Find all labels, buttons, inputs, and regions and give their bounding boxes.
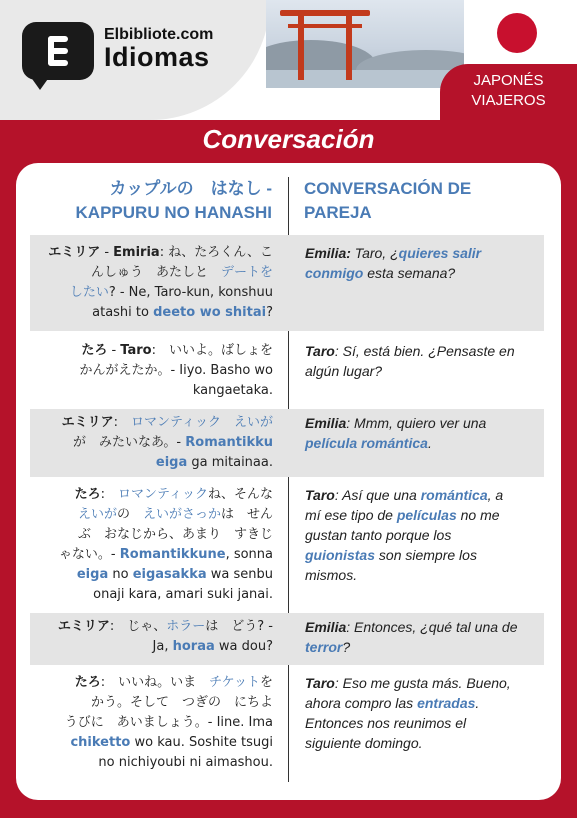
dialogue-line bbox=[305, 525, 543, 545]
dialogue-line bbox=[305, 733, 543, 753]
dialogue-row bbox=[30, 333, 544, 407]
dialogue-text: son siempre los bbox=[375, 547, 477, 563]
highlight-text: película romántica bbox=[305, 435, 428, 451]
dialogue-text: no nichiyoubi ni aimashou. bbox=[98, 755, 273, 770]
highlight-text: えいがさっか bbox=[142, 507, 221, 522]
dialogue-line bbox=[305, 637, 543, 657]
highlight-text: eiga bbox=[76, 567, 109, 582]
dialogue-text: ? - Ne, Taro-kun, konshuu bbox=[108, 285, 273, 300]
dialogue-text: algún lugar? bbox=[305, 363, 383, 379]
dialogue-text: は どう? - bbox=[205, 619, 273, 634]
dialogue-line bbox=[30, 565, 273, 585]
highlight-text: entradas bbox=[417, 695, 476, 711]
dialogue-line bbox=[30, 453, 273, 473]
dialogue-text: wa dou? bbox=[214, 639, 273, 654]
dialogue-row bbox=[30, 613, 544, 665]
highlight-text: quieres salir bbox=[398, 245, 482, 261]
dialogue-text: ahora compro las bbox=[305, 695, 418, 711]
dialogue-text: no me bbox=[456, 507, 500, 523]
dialogue-text: - bbox=[100, 245, 114, 260]
highlight-text: chiketto bbox=[70, 735, 131, 750]
highlight-text: películas bbox=[396, 507, 457, 523]
dialogue-text: onaji kara, amari suki janai. bbox=[93, 587, 273, 602]
dialogue-line bbox=[30, 433, 273, 453]
dialogue-text: . bbox=[427, 435, 432, 451]
dialogue-text: wa senbu bbox=[206, 567, 273, 582]
dialogue-line bbox=[30, 637, 273, 657]
dialogue-line bbox=[305, 413, 543, 433]
dialogue-line bbox=[30, 485, 273, 505]
dialogue-text: . bbox=[475, 695, 480, 711]
dialogue-text: ? bbox=[266, 305, 273, 320]
highlight-text: deeto wo shitai bbox=[153, 305, 267, 320]
dialogue-line bbox=[30, 505, 273, 525]
dialogue-text: : Eso me gusta más. Bueno, bbox=[334, 675, 511, 691]
highlight-text: えいが bbox=[77, 507, 117, 522]
highlight-text: たろ bbox=[74, 675, 101, 690]
brand-site: Elbibliote.com bbox=[104, 26, 214, 43]
language-tag bbox=[440, 64, 577, 120]
dialogue-japanese bbox=[30, 673, 273, 773]
dialogue-text: , a bbox=[487, 487, 504, 503]
dialogue-line bbox=[305, 673, 543, 693]
dialogue-text: ね、そんな bbox=[207, 487, 273, 502]
dialogue-text: : Mmm, quiero ver una bbox=[346, 415, 487, 431]
tag-line2: VIAJEROS bbox=[471, 92, 546, 109]
highlight-text: Emiria bbox=[113, 245, 160, 260]
dialogue-text: ぶ おなじから、あまり すきじ bbox=[77, 527, 273, 542]
highlight-text: ホラー bbox=[166, 619, 206, 634]
dialogue-japanese bbox=[30, 485, 273, 605]
dialogue-line bbox=[305, 361, 543, 381]
dialogue-text: atashi to bbox=[92, 305, 154, 320]
dialogue-line bbox=[305, 617, 543, 637]
dialogue-row bbox=[30, 667, 544, 779]
highlight-text: エミリア bbox=[57, 619, 110, 634]
dialogue-line bbox=[30, 381, 273, 401]
highlight-text: たろ bbox=[81, 343, 108, 358]
dialogue-spanish bbox=[305, 413, 543, 453]
dialogue-text: Entonces nos reunimos el bbox=[305, 715, 467, 731]
dialogue-text: mí ese tipo de bbox=[305, 507, 397, 523]
dialogue-line bbox=[30, 713, 273, 733]
brand-name: Idiomas bbox=[104, 42, 210, 72]
dialogue-text: が みたいなあ。- bbox=[72, 435, 186, 450]
dialogue-text: esta semana? bbox=[363, 265, 456, 281]
dialogue-spanish bbox=[305, 673, 543, 753]
dialogue-line bbox=[305, 263, 543, 283]
dialogue-line bbox=[305, 341, 543, 361]
highlight-text: ロマンティック えいが bbox=[131, 415, 273, 430]
highlight-text: Taro bbox=[305, 675, 335, 691]
dialogue-line bbox=[30, 673, 273, 693]
dialogue-line bbox=[30, 525, 273, 545]
dialogue-text: Ja, bbox=[152, 639, 173, 654]
dialogue-text: - bbox=[107, 343, 121, 358]
dialogue-text: siguiente domingo. bbox=[305, 735, 423, 751]
dialogue-text: かんがえたか。- Iiyo. Basho wo bbox=[79, 363, 273, 378]
dialogue-line bbox=[305, 565, 543, 585]
dialogue-text: : いいね。いま bbox=[100, 675, 210, 690]
dialogue-line bbox=[305, 243, 543, 263]
highlight-text: ロマンティック bbox=[118, 487, 208, 502]
dialogue-line bbox=[30, 617, 273, 637]
japan-flag-icon bbox=[497, 13, 537, 53]
dialogue-line bbox=[305, 485, 543, 505]
highlight-text: Romantikkune bbox=[119, 547, 226, 562]
highlight-text: デートを bbox=[220, 265, 273, 280]
dialogue-spanish bbox=[305, 617, 543, 657]
dialogue-text: : Entonces, ¿qué tal una de bbox=[346, 619, 518, 635]
dialogue-japanese bbox=[30, 243, 273, 323]
dialogue-line bbox=[305, 505, 543, 525]
dialogue-text: : じゃ、 bbox=[109, 619, 167, 634]
column-header-japanese-line1: カップルの はなし - bbox=[109, 179, 272, 198]
page-title: Conversación bbox=[202, 124, 375, 154]
dialogue-text: を bbox=[259, 675, 273, 690]
dialogue-text: : ね、たろくん、こ bbox=[159, 245, 273, 260]
dialogue-line bbox=[30, 243, 273, 263]
dialogue-line bbox=[30, 733, 273, 753]
dialogue-line bbox=[30, 413, 273, 433]
dialogue-text: Taro, ¿ bbox=[350, 245, 399, 261]
conversation-card bbox=[16, 163, 561, 800]
highlight-text: たろ bbox=[74, 487, 101, 502]
dialogue-spanish bbox=[305, 485, 543, 585]
dialogue-line bbox=[305, 693, 543, 713]
dialogue-line bbox=[30, 361, 273, 381]
dialogue-text: は せん bbox=[220, 507, 273, 522]
dialogue-text: かう。そして つぎの にちよ bbox=[90, 695, 273, 710]
column-header-japanese bbox=[30, 177, 272, 225]
highlight-text: romántica bbox=[420, 487, 488, 503]
highlight-text: Romantikku bbox=[185, 435, 273, 450]
dialogue-text: の bbox=[116, 507, 143, 522]
dialogue-row bbox=[30, 235, 544, 331]
dialogue-text: ga mitainaa. bbox=[187, 455, 273, 470]
dialogue-line bbox=[30, 341, 273, 361]
highlight-text: チケット bbox=[209, 675, 260, 690]
dialogue-japanese bbox=[30, 617, 273, 657]
highlight-text: eiga bbox=[155, 455, 188, 470]
highlight-text: Emilia: bbox=[305, 245, 351, 261]
dialogue-row bbox=[30, 479, 544, 611]
highlight-text: エミリア bbox=[61, 415, 114, 430]
tag-line1: JAPONÉS bbox=[473, 72, 544, 89]
dialogue-line bbox=[30, 303, 273, 323]
highlight-text: conmigo bbox=[305, 265, 364, 281]
dialogue-text: wo kau. Soshite tsugi bbox=[130, 735, 273, 750]
dialogue-text: gustan tanto porque los bbox=[305, 527, 452, 543]
highlight-text: Taro bbox=[305, 343, 335, 359]
dialogue-text: kangaetaka. bbox=[192, 383, 273, 398]
dialogue-japanese bbox=[30, 341, 273, 401]
dialogue-text: no bbox=[108, 567, 133, 582]
column-header-spanish-line2: PAREJA bbox=[304, 203, 372, 222]
highlight-text: エミリア bbox=[48, 245, 101, 260]
dialogue-line bbox=[305, 433, 543, 453]
dialogue-text: : Sí, está bien. ¿Pensaste en bbox=[334, 343, 515, 359]
header bbox=[0, 0, 577, 120]
dialogue-line bbox=[30, 263, 273, 283]
dialogue-text: : いいよ。ばしょを bbox=[151, 343, 273, 358]
highlight-text: Taro bbox=[120, 343, 152, 358]
dialogue-row bbox=[30, 409, 544, 477]
dialogue-line bbox=[30, 753, 273, 773]
column-header-japanese-line2: KAPPURU NO HANASHI bbox=[75, 203, 272, 222]
dialogue-text: ? bbox=[342, 639, 351, 655]
highlight-text: eigasakka bbox=[132, 567, 207, 582]
dialogue-text: : bbox=[113, 415, 132, 430]
dialogue-spanish bbox=[305, 243, 543, 283]
highlight-text: terror bbox=[305, 639, 343, 655]
logo-icon bbox=[22, 22, 94, 80]
dialogue-line bbox=[30, 585, 273, 605]
highlight-text: Emilia bbox=[305, 619, 347, 635]
dialogue-text: mismos. bbox=[305, 567, 358, 583]
dialogue-japanese bbox=[30, 413, 273, 473]
dialogue-text: うびに あいましょう。- Iine. Ima bbox=[64, 715, 273, 730]
dialogue-text: : Así que una bbox=[334, 487, 421, 503]
dialogue-line bbox=[305, 545, 543, 565]
dialogue-line bbox=[30, 693, 273, 713]
dialogue-line bbox=[305, 713, 543, 733]
highlight-text: guionistas bbox=[305, 547, 376, 563]
dialogue-line bbox=[30, 545, 273, 565]
dialogue-spanish bbox=[305, 341, 543, 381]
column-header-spanish-line1: CONVERSACIÓN DE bbox=[304, 179, 472, 198]
highlight-text: Taro bbox=[305, 487, 335, 503]
column-header-spanish bbox=[304, 177, 549, 225]
dialogue-text: んしゅう あたしと bbox=[90, 265, 221, 280]
highlight-text: Emilia bbox=[305, 415, 347, 431]
dialogue-line bbox=[30, 283, 273, 303]
dialogue-text: : bbox=[100, 487, 119, 502]
highlight-text: horaa bbox=[172, 639, 215, 654]
dialogue-text: ゃない。- bbox=[58, 547, 120, 562]
torii-photo bbox=[266, 0, 464, 88]
dialogue-text: , sonna bbox=[225, 547, 273, 562]
highlight-text: したい bbox=[69, 285, 109, 300]
